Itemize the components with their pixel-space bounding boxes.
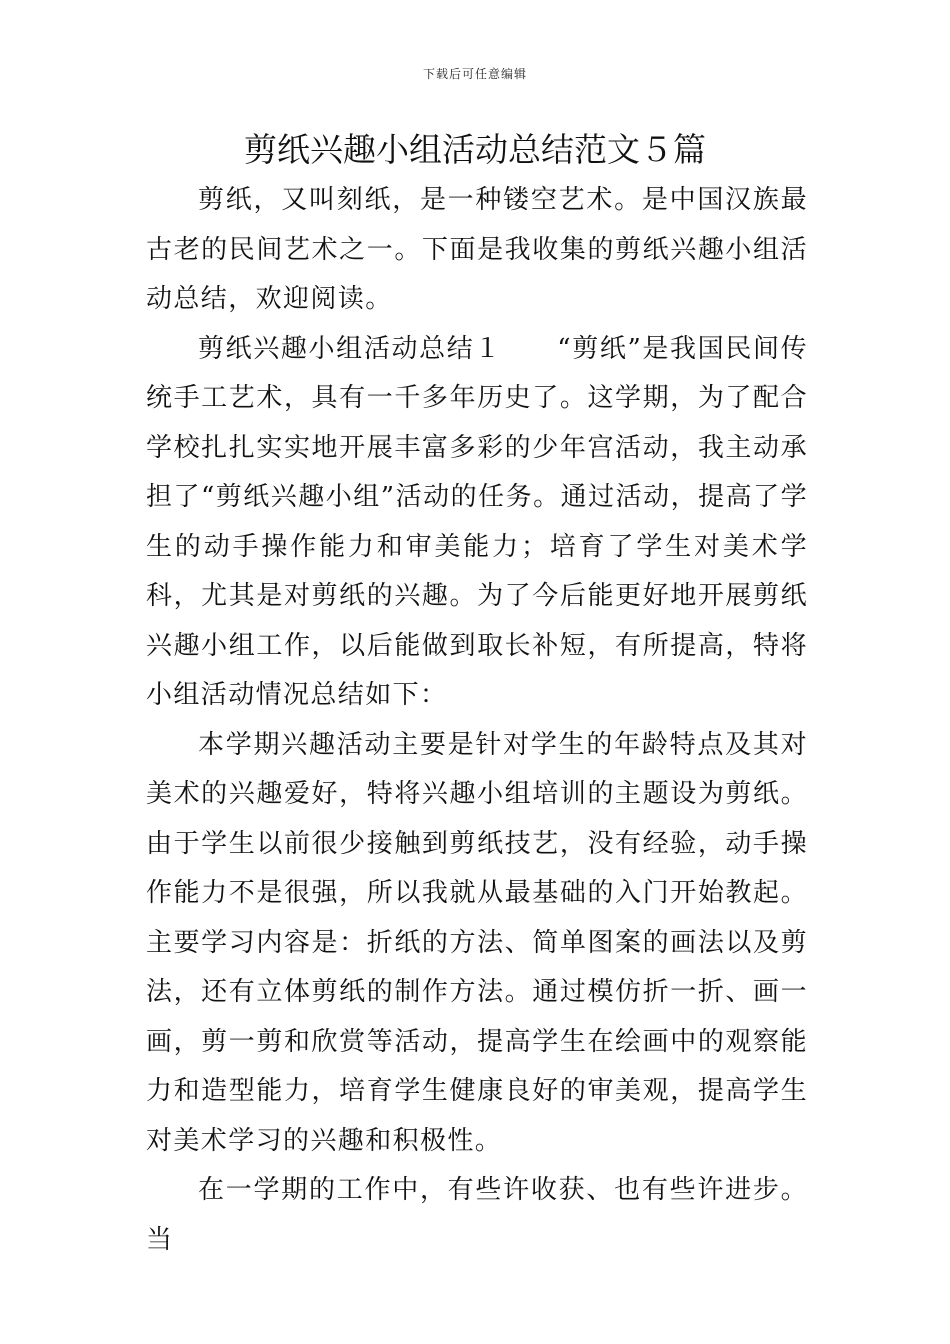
header-note: 下载后可任意编辑 — [422, 67, 527, 81]
paragraph-summary-1: 剪纸兴趣小组活动总结１ “剪纸”是我国民间传统手工艺术，具有一千多年历史了。这学期，为了配合学校扎扎实实地开展丰富多彩的少年宫活动，我主动承担了“剪纸兴趣小组”活动的任务。通过活动，提高了学生的动手操作能力和审美能力；培育了学生对美术学科，尤其是对剪纸的兴趣。为了今后能更好地开展剪纸兴趣小组工作，以后能做到取长补短，有所提高，特将小组活动情况总结如下： — [146, 333, 808, 710]
document-body — [146, 176, 808, 1265]
paragraph-intro: 剪纸，又叫刻纸，是一种镂空艺术。是中国汉族最古老的民间艺术之一。下面是我收集的剪纸兴趣小组活动总结，欢迎阅读。 — [146, 185, 808, 314]
paragraph-activity-content: 本学期兴趣活动主要是针对学生的年龄特点及其对美术的兴趣爱好，特将兴趣小组培训的主题设为剪纸。由于学生以前很少接触到剪纸技艺，没有经验，动手操作能力不是很强，所以我就从最基础的入门开始教起。主要学习内容是：折纸的方法、简单图案的画法以及剪法，还有立体剪纸的制作方法。通过模仿折一折、画一画，剪一剪和欣赏等活动，提高学生在绘画中的观察能力和造型能力，培育学生健康良好的审美观，提高学生对美术学习的兴趣和积极性。 — [146, 729, 808, 1156]
paragraph-progress: 在一学期的工作中，有些许收获、也有些许进步。当 — [146, 1175, 808, 1255]
document-title: 剪纸兴趣小组活动总结范文５篇 — [244, 130, 706, 169]
